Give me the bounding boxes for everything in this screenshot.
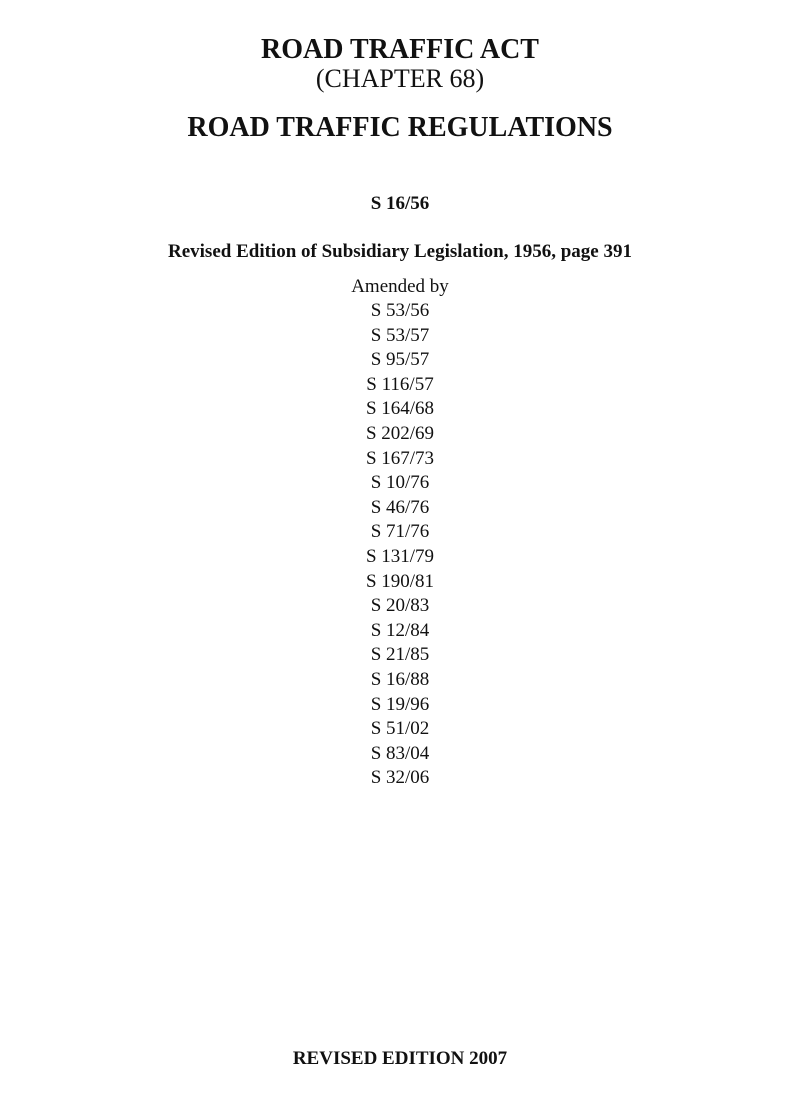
amendment-item: S 53/57 xyxy=(370,324,430,346)
amended-by-label: Amended by xyxy=(351,276,449,297)
amendment-item: S 71/76 xyxy=(370,521,430,543)
amendment-item: S 164/68 xyxy=(365,398,435,420)
amendment-item: S 20/83 xyxy=(370,595,430,617)
amendment-item: S 116/57 xyxy=(366,373,434,395)
amendment-item: S 167/73 xyxy=(365,447,435,469)
amendment-item: S 21/85 xyxy=(370,644,430,666)
amendment-item: S 53/56 xyxy=(370,300,430,321)
amendment-item: S 131/79 xyxy=(365,545,435,567)
amendment-item: S 46/76 xyxy=(370,496,430,518)
amendment-item: S 12/84 xyxy=(370,619,430,641)
act-title: ROAD TRAFFIC ACT xyxy=(261,34,539,65)
revised-edition-footer: REVISED EDITION 2007 xyxy=(292,1048,508,1069)
amendment-item: S 51/02 xyxy=(370,718,430,740)
regulations-title: ROAD TRAFFIC REGULATIONS xyxy=(187,112,613,143)
amendment-list xyxy=(0,299,800,791)
amendment-item: S 83/04 xyxy=(370,742,430,764)
subsidiary-reference: S 16/56 xyxy=(370,193,430,214)
amendment-item: S 19/96 xyxy=(370,693,430,715)
chapter-number: (CHAPTER 68) xyxy=(315,64,485,93)
revised-edition-note: Revised Edition of Subsidiary Legislation, 1956, page 391 xyxy=(168,241,632,262)
amendment-item: S 32/06 xyxy=(370,767,430,789)
amendment-item: S 10/76 xyxy=(370,472,430,494)
amendment-item: S 190/81 xyxy=(365,570,435,592)
amendment-item: S 202/69 xyxy=(365,422,435,444)
amendment-item: S 95/57 xyxy=(370,349,430,371)
amendment-item: S 16/88 xyxy=(370,668,430,690)
